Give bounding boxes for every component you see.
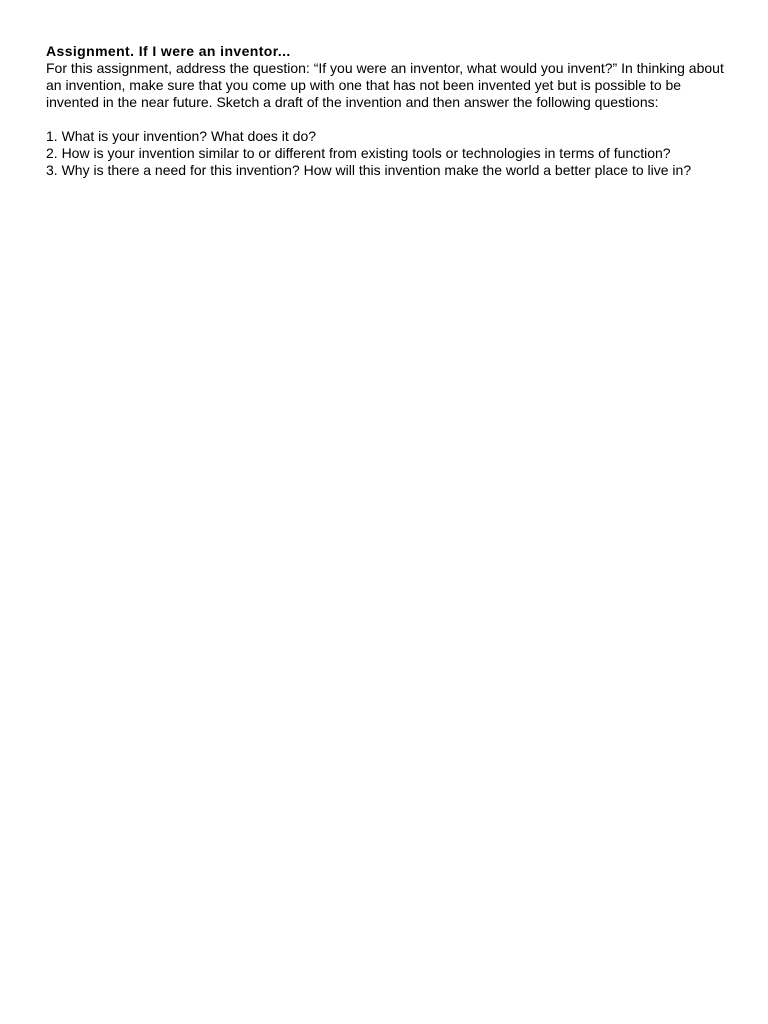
document-content <box>46 43 736 179</box>
assignment-title: Assignment. If I were an inventor... <box>46 43 291 59</box>
question-item: 1. What is your invention? What does it do? <box>46 128 317 144</box>
question-item: 3. Why is there a need for this invention? How will this invention make the world a better place to live in? <box>46 162 692 178</box>
assignment-intro: For this assignment, address the question: “If you were an inventor, what would you invent?” In thinking about an invention, make sure that you come up with one that has not been invented yet but is possible to be invented in the near future. Sketch a draft of the invention and then answer the following questions: <box>46 60 724 110</box>
question-list <box>46 128 736 179</box>
paragraph-spacer <box>46 111 736 128</box>
question-item: 2. How is your invention similar to or different from existing tools or technologies in terms of function? <box>46 145 671 161</box>
